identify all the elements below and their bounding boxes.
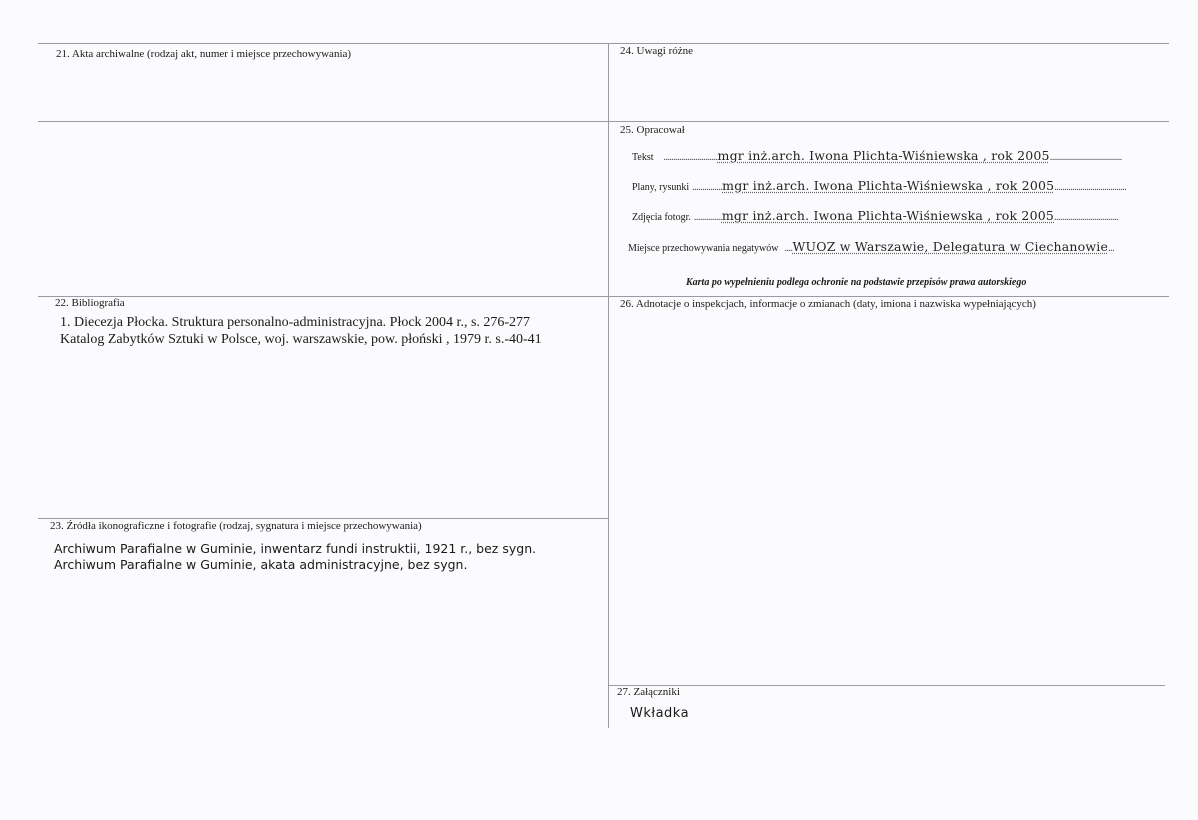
section-22-label: 22. Bibliografia (55, 297, 125, 309)
bibliography-line-2: Katalog Zabytków Sztuki w Polsce, woj. warszawskie, pow. płoński , 1979 r. s.-40-41 (60, 332, 542, 347)
section-23-label: 23. Źródła ikonograficzne i fotografie (rodzaj, sygnatura i miejsce przechowywania) (50, 520, 422, 532)
author-row-photos (632, 208, 1150, 223)
divider-27 (608, 685, 1165, 686)
author-row-key: Miejsce przechowywania negatywów (628, 243, 779, 254)
author-row-key: Zdjęcia fotogr. (632, 212, 691, 223)
copyright-note: Karta po wypełnieniu podlega ochronie na podstawie przepisów prawa autorskiego (686, 277, 1027, 288)
author-row-trail: ................................ (1054, 212, 1119, 223)
divider-23 (38, 518, 608, 519)
author-row-negatives (628, 239, 1150, 254)
author-row-lead: .............. (693, 212, 722, 223)
bibliography-line-1: 1. Diecezja Płocka. Struktura personalno-administracyjna. Płock 2004 r., s. 276-277 (60, 315, 531, 330)
section-21-label: 21. Akta archiwalne (rodzaj akt, numer i miejsce przechowywania) (56, 48, 352, 60)
author-row-key: Tekst (632, 152, 654, 163)
author-row-key: Plany, rysunki (632, 182, 690, 193)
divider-22 (38, 296, 1169, 297)
section-26-label: 26. Adnotacje o inspekcjach, informacje o zmianach (daty, imiona i nazwiska wypełniających) (620, 298, 1036, 310)
author-row-lead: ............... (692, 182, 723, 193)
author-row-value: WUOZ w Warszawie, Delegatura w Ciechanowie (792, 239, 1109, 254)
author-row-lead: .... (784, 243, 793, 254)
center-divider (608, 43, 609, 728)
author-row-plans (632, 178, 1150, 193)
top-border (38, 43, 1169, 44)
author-row-trail: .................................... (1049, 152, 1122, 163)
author-row-lead: ........................... (663, 152, 718, 163)
section-27-label: 27. Załączniki (617, 686, 680, 698)
author-row-value: mgr inż.arch. Iwona Plichta-Wiśniewska , rok 2005 (722, 178, 1055, 193)
sources-line-2: Archiwum Parafialne w Guminie, akata administracyjne, bez sygn. (54, 557, 468, 572)
sources-line-1: Archiwum Parafialne w Guminie, inwentarz fundi instruktii, 1921 r., bez sygn. (54, 541, 537, 556)
divider-21-lower (38, 121, 1169, 122)
section-24-label: 24. Uwagi różne (620, 45, 694, 57)
section-25-label: 25. Opracował (620, 124, 685, 136)
author-row-trail: ... (1108, 243, 1115, 254)
author-row-text (632, 148, 1150, 163)
attachment-value: Wkładka (630, 706, 690, 721)
author-row-value: mgr inż.arch. Iwona Plichta-Wiśniewska , rok 2005 (717, 148, 1050, 163)
author-row-value: mgr inż.arch. Iwona Plichta-Wiśniewska , rok 2005 (721, 208, 1055, 223)
author-row-trail: .................................... (1054, 182, 1127, 193)
